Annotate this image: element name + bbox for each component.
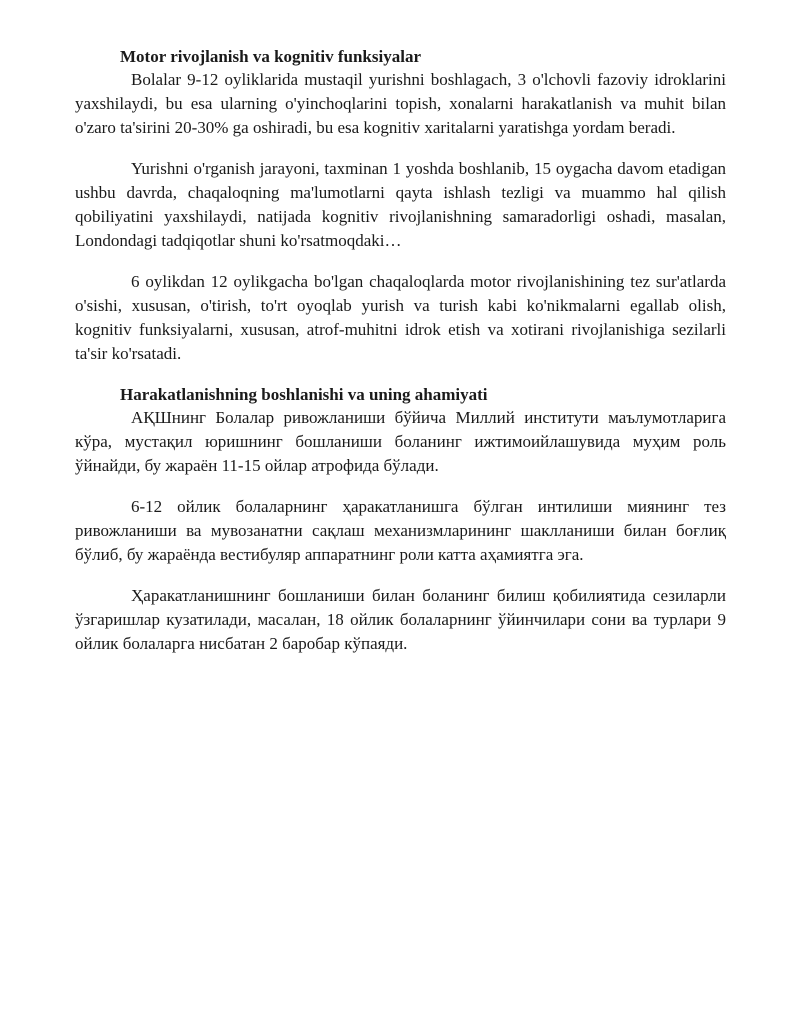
document-page <box>75 46 726 656</box>
paragraph-independent-walking: Bolalar 9-12 oyliklarida mustaqil yurishni boshlagach, 3 o'lchovli fazoviy idroklarini yaxshilaydi, bu esa ularning o'yinchoqlarini topish, xonalarni harakatlanish va muhit bilan o'zaro ta'sirini 20-30% ga oshiradi, bu esa kognitiv xaritalarni yaratishga yordam beradi. <box>75 70 726 137</box>
paragraph-vestibular: 6-12 ойлик болаларнинг ҳаракатланишга бўлган интилиши миянинг тез ривожланиши ва мувозанатни сақлаш механизмларининг шаклланиши билан боғлиқ бўлиб, бу жараёнда вестибуляр аппаратнинг роли катта аҳамиятга эга. <box>75 497 726 564</box>
section-heading-start-of-movement: Harakatlanishning boshlanishi va uning ahamiyati <box>120 385 488 404</box>
section-heading-motor-development: Motor rivojlanish va kognitiv funksiyalar <box>120 47 421 66</box>
paragraph-learning-to-walk: Yurishni o'rganish jarayoni, taxminan 1 yoshda boshlanib, 15 oygacha davom etadigan ushbu davrda, chaqaloqning ma'lumotlarni qayta ishlash tezligi va muammo hal qilish qobiliyatini yaxshilaydi, natijada kognitiv rivojlanishning samaradorligi oshadi, masalan, Londondagi tadqiqotlar shuni ko'rsatmoqdaki… <box>75 159 726 250</box>
paragraph-socialization: АҚШнинг Болалар ривожланиши бўйича Миллий институти маълумотларига кўра, мустақил юришнинг бошланиши боланинг ижтимоийлашувида муҳим роль ўйнайди, бу жараён 11-15 ойлар атрофида бўлади. <box>75 408 726 475</box>
paragraph-cognitive-changes: Ҳаракатланишнинг бошланиши билан боланинг билиш қобилиятида сезиларли ўзгаришлар кузатилади, масалан, 18 ойлик болаларнинг ўйинчилари сони ва турлари 9 ойлик болаларга нисбатан 2 баробар кўпаяди. <box>75 586 726 653</box>
paragraph-motor-growth: 6 oylikdan 12 oylikgacha bo'lgan chaqaloqlarda motor rivojlanishining tez sur'atlarda o'sishi, xususan, o'tirish, to'rt oyoqlab yurish va turish kabi ko'nikmalarni egallab olish, kognitiv funksiyalarni, xususan, atrof-muhitni idrok etish va xotirani rivojlanishiga sezilarli ta'sir ko'rsatadi. <box>75 272 726 363</box>
